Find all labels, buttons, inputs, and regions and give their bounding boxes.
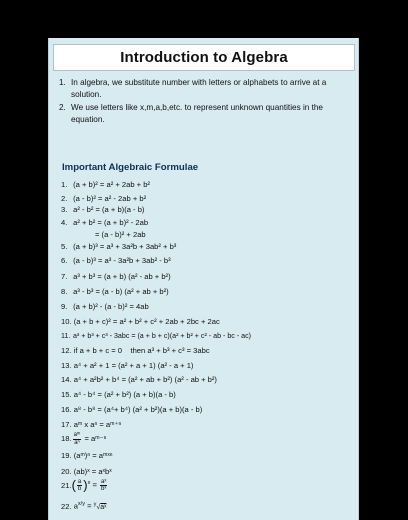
fraction <box>100 479 107 493</box>
fraction-numerator: a <box>77 478 82 485</box>
fraction <box>77 479 82 493</box>
formula-number: 19. <box>61 451 72 460</box>
formula-number: 12. <box>61 346 72 355</box>
formula-number: 11. <box>61 332 71 340</box>
formula-5 <box>61 242 176 252</box>
formula-text: (aᵐ)ⁿ = aᵐˣⁿ <box>73 451 113 460</box>
intro-number: 2. <box>59 103 66 112</box>
radicand: aˣ <box>100 503 107 511</box>
formula-4-continued <box>95 230 146 240</box>
formula-number: 5. <box>61 242 68 251</box>
formula-18 <box>61 432 106 446</box>
formula-number: 17. <box>61 420 72 429</box>
formula-14 <box>61 375 217 385</box>
formula-text: a² + b² = (a + b)² - 2ab <box>73 218 149 227</box>
formula-3 <box>61 205 144 215</box>
formula-21: 21.( $\frac{a}{b}$ )$^x$ = $\frac{\text{aˣ}}{\text{bˣ}}$ <box>61 477 107 493</box>
formula-number: 2. <box>61 194 68 203</box>
formula-13 <box>61 361 193 371</box>
formula-19 <box>61 451 113 461</box>
formula-text: (a - b)² = a² - 2ab + b² <box>73 194 147 203</box>
formula-number: 4. <box>61 218 68 227</box>
formula-text: a⁴ + a²b² + b⁴ = (a² + ab + b²) (a² - ab + b²) <box>73 375 217 384</box>
formula-4 <box>61 218 148 228</box>
formula-text: (a + b)³ = a³ + 3a²b + 3ab² + b³ <box>73 242 177 251</box>
formula-number: 18. <box>61 434 72 443</box>
fraction-numerator: aᵐ <box>73 432 81 438</box>
intro-text: In algebra, we substitute number with letters or alphabets to arrive at a solution. <box>71 78 327 99</box>
formula-number: 14. <box>61 375 72 384</box>
intro-item <box>59 77 355 100</box>
fraction-denominator: bˣ <box>101 486 107 493</box>
exponent: x <box>87 480 91 486</box>
formula-text: a² - b² = (a + b)(a - b) <box>73 205 145 214</box>
root-index: y <box>93 501 97 508</box>
fraction-denominator: b <box>77 486 82 493</box>
formula-number: 20. <box>61 467 72 476</box>
intro-number: 1. <box>59 78 66 87</box>
formula-text: = (a - b)² + 2ab <box>95 230 146 239</box>
formula-number: 13. <box>61 361 72 370</box>
equals-sign: = <box>92 480 97 490</box>
formula-text: a³ - b³ = (a - b) (a² + ab + b²) <box>73 287 169 296</box>
formula-17 <box>61 420 121 430</box>
fraction-numerator: aˣ <box>101 478 107 485</box>
page-title: Introduction to Algebra <box>120 49 288 66</box>
formula-6 <box>61 256 171 266</box>
formula-text: (a + b)² - (a - b)² = 4ab <box>73 302 149 311</box>
formula-text: a⁴ - b⁴ = (a² + b²) (a + b)(a - b) <box>73 390 176 399</box>
radical: $^y$√aˣ <box>93 501 107 511</box>
formula-text: a³ + b³ + c³ - 3abc = (a + b + c)(a² + b² + c² - ab - bc - ac) <box>72 332 251 340</box>
formula-text: (ab)ˣ = aˣbˣ <box>73 467 112 476</box>
formula-number: 3. <box>61 205 68 214</box>
formula-1 <box>61 180 150 190</box>
formula-text: (a + b + c)² = a² + b² + c² + 2ab + 2bc + 2ac <box>73 317 220 326</box>
fraction <box>73 432 82 446</box>
formula-16 <box>61 405 202 415</box>
formula-text: (a + b)² = a² + 2ab + b² <box>73 180 150 189</box>
fraction-denominator: aⁿ <box>74 439 80 446</box>
formula-7 <box>61 272 171 282</box>
formula-number: 21. <box>61 480 72 490</box>
formula-text: if a + b + c = 0 then a³ + b³ + c³ = 3abc <box>73 346 210 355</box>
intro-item <box>59 102 355 125</box>
formula-number: 22. <box>61 501 72 511</box>
formula-22 <box>61 499 106 513</box>
formula-12 <box>61 346 210 356</box>
formula-text: a⁸ - b⁸ = (a⁴+ b⁴) (a² + b²)(a + b)(a - b) <box>73 405 203 414</box>
formula-number: 1. <box>61 180 68 189</box>
formula-8 <box>61 287 169 297</box>
formula-number: 15. <box>61 390 72 399</box>
formula-text: = aᵐ⁻ⁿ <box>84 434 107 443</box>
section-heading: Important Algebraic Formulae <box>62 162 199 173</box>
formula-text: a <box>73 501 78 511</box>
algebra-sheet <box>48 38 359 520</box>
formula-number: 6. <box>61 256 68 265</box>
formula-text: a³ + b³ = (a + b) (a² - ab + b²) <box>73 272 171 281</box>
intro-list <box>59 77 355 127</box>
equals-sign: = <box>87 501 92 511</box>
formula-number: 9. <box>61 302 68 311</box>
title-box <box>53 44 355 71</box>
formula-15 <box>61 390 176 400</box>
formula-11 <box>61 331 251 341</box>
formula-number: 7. <box>61 272 68 281</box>
formula-20 <box>61 467 112 477</box>
formula-number: 16. <box>61 405 72 414</box>
formula-number: 10. <box>61 317 72 326</box>
formula-text: a⁴ + a² + 1 = (a² + a + 1) (a² - a + 1) <box>73 361 194 370</box>
formula-10 <box>61 317 220 327</box>
formula-text: aᵐ x aⁿ = aᵐ⁺ⁿ <box>73 420 122 429</box>
formula-9 <box>61 302 149 312</box>
formula-text: (a - b)³ = a³ - 3a²b + 3ab² - b³ <box>73 256 171 265</box>
exponent: x/y <box>77 501 85 507</box>
formula-number: 8. <box>61 287 68 296</box>
formula-2 <box>61 194 146 204</box>
intro-text: We use letters like x,m,a,b,etc. to represent unknown quantities in the equation. <box>71 103 323 124</box>
